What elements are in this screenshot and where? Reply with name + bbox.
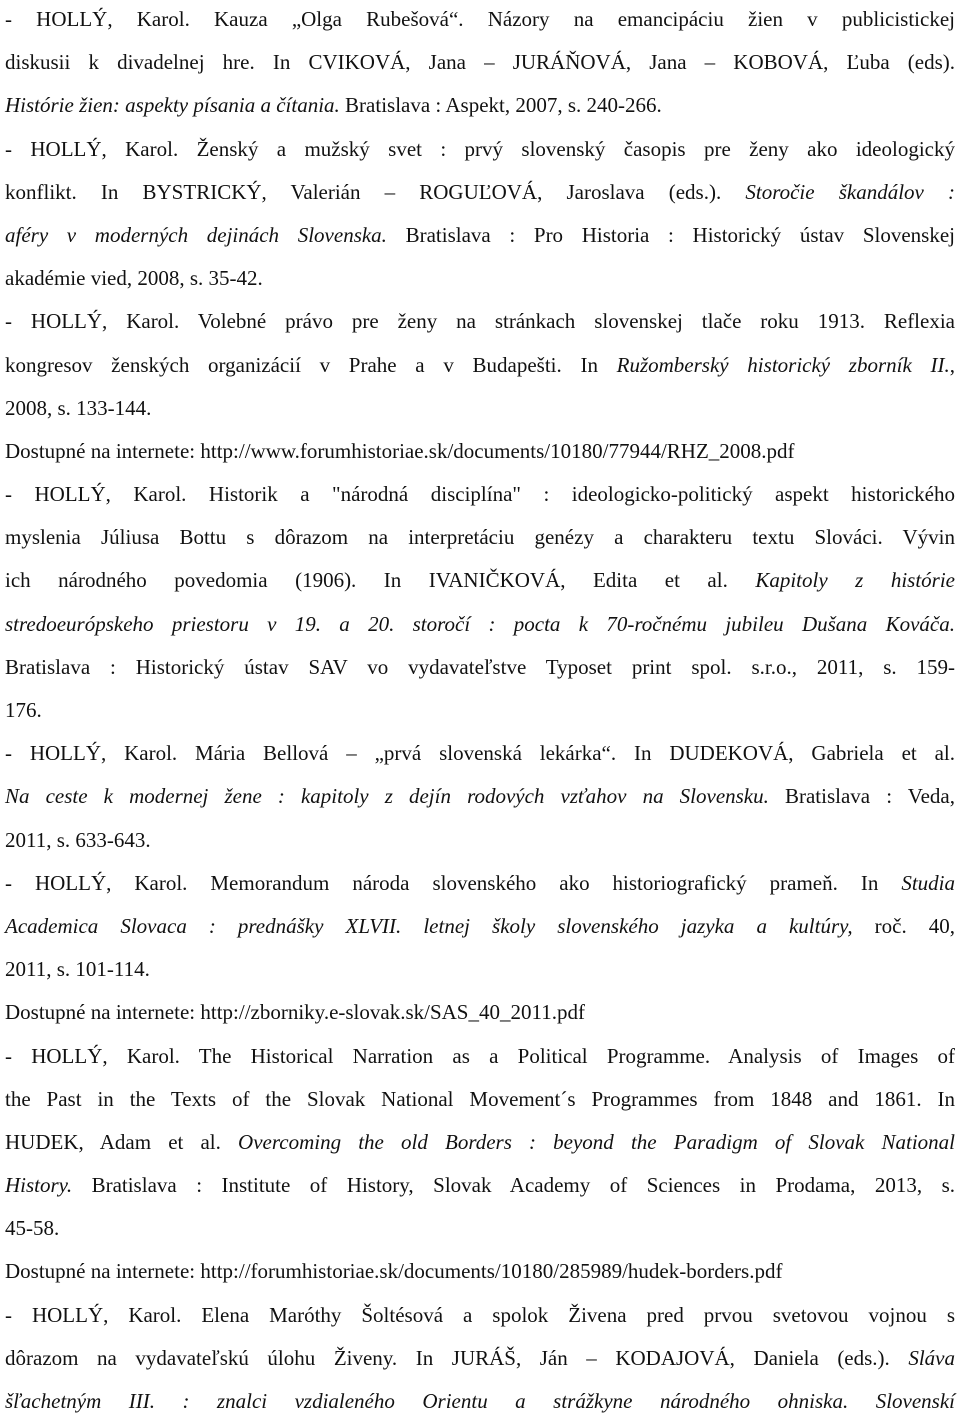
bibliography-line bbox=[5, 991, 955, 1034]
italic-title-text: Na ceste k modernej žene : kapitoly z dejín rodových vzťahov na Slovensku. bbox=[5, 784, 769, 809]
bibliography-line bbox=[5, 344, 955, 387]
bibliography-line bbox=[5, 1121, 955, 1164]
bibliography-line bbox=[5, 300, 955, 343]
citation-text: akadémie vied, 2008, s. 35-42. bbox=[5, 266, 263, 291]
bibliography-line bbox=[5, 819, 955, 862]
citation-text: Dostupné na internete: http://zborniky.e-slovak.sk/SAS_40_2011.pdf bbox=[5, 1000, 585, 1025]
italic-title-text: šľachetným III. : znalci vzdialeného Orientu a strážkyne národného ohniska. Slovenskí bbox=[5, 1389, 955, 1413]
citation-text: - HOLLÝ, Karol. Volebné právo pre ženy na stránkach slovenskej tlače roku 1913. Reflexia bbox=[5, 309, 955, 334]
citation-text: 2011, s. 633-643. bbox=[5, 827, 151, 852]
italic-title-text: Kapitoly z histórie bbox=[755, 568, 955, 593]
italic-title-text: History. bbox=[5, 1173, 73, 1198]
citation-text: 2008, s. 133-144. bbox=[5, 395, 152, 420]
bibliography-line bbox=[5, 1380, 955, 1423]
bibliography-page bbox=[5, 0, 955, 1423]
citation-text: 176. bbox=[5, 698, 42, 722]
citation-text: roč. 40, bbox=[852, 913, 955, 938]
bibliography-line bbox=[5, 257, 955, 300]
bibliography-line bbox=[5, 646, 955, 689]
bibliography-line bbox=[5, 689, 955, 732]
bibliography-line bbox=[5, 0, 955, 41]
italic-title-text: Histórie žien: aspekty písania a čítania. bbox=[5, 93, 340, 118]
citation-text: - HOLLÝ, Karol. Elena Maróthy Šoltésová a spolok Živena pred prvou svetovou vojnou s bbox=[5, 1302, 955, 1327]
italic-title-text: stredoeurópskeho priestoru v 19. a 20. storočí : pocta k 70-ročnému jubileu Dušana Kováča. bbox=[5, 611, 955, 636]
citation-text: - HOLLÝ, Karol. The Historical Narration as a Political Programme. Analysis of Images of bbox=[5, 1043, 955, 1068]
citation-text: Bratislava : Pro Historia : Historický ústav Slovenskej bbox=[386, 222, 955, 247]
bibliography-line bbox=[5, 430, 955, 473]
italic-title-text: Sláva bbox=[908, 1345, 955, 1370]
italic-title-text: aféry v moderných dejinách Slovenska. bbox=[5, 222, 387, 247]
italic-title-text: Ružomberský historický zborník II. bbox=[616, 352, 950, 377]
citation-text: HUDEK, Adam et al. bbox=[5, 1129, 239, 1154]
bibliography-line bbox=[5, 775, 955, 818]
citation-text: myslenia Júliusa Bottu s dôrazom na interpretáciu genézy a charakteru textu Slováci. Vývin bbox=[5, 525, 955, 550]
citation-text: Bratislava : Aspekt, 2007, s. 240-266. bbox=[339, 93, 662, 118]
citation-text: konflikt. In BYSTRICKÝ, Valerián – ROGUĽOVÁ, Jaroslava (eds.). bbox=[5, 179, 746, 204]
citation-text: - HOLLÝ, Karol. Kauza „Olga Rubešová“. Názory na emancipáciu žien v publicistickej bbox=[5, 7, 955, 31]
bibliography-line bbox=[5, 84, 955, 127]
bibliography-line bbox=[5, 1035, 955, 1078]
bibliography-line bbox=[5, 948, 955, 991]
citation-text: Bratislava : Institute of History, Slovak Academy of Sciences in Prodama, 2013, s. bbox=[72, 1173, 955, 1198]
citation-text: ich národného povedomia (1906). In IVANIČKOVÁ, Edita et al. bbox=[5, 568, 756, 593]
citation-text: Dostupné na internete: http://forumhistoriae.sk/documents/10180/285989/hudek-borders.pdf bbox=[5, 1259, 783, 1284]
italic-title-text: Storočie škandálov : bbox=[745, 179, 955, 204]
citation-text: - HOLLÝ, Karol. Memorandum národa slovenského ako historiografický prameň. In bbox=[5, 870, 902, 895]
citation-text: dôrazom na vydavateľskú úlohu Živeny. In JURÁŠ, Ján – KODAJOVÁ, Daniela (eds.). bbox=[5, 1345, 909, 1370]
italic-title-text: Overcoming the old Borders : beyond the Paradigm of Slovak National bbox=[238, 1129, 955, 1154]
citation-text: Bratislava : Historický ústav SAV vo vydavateľstve Typoset print spol. s.r.o., 2011, s. 159- bbox=[5, 654, 955, 679]
bibliography-line bbox=[5, 387, 955, 430]
citation-text: kongresov ženských organizácií v Prahe a v Budapešti. In bbox=[5, 352, 617, 377]
bibliography-line bbox=[5, 905, 955, 948]
bibliography-line bbox=[5, 559, 955, 602]
bibliography-line bbox=[5, 1294, 955, 1337]
citation-text: 2011, s. 101-114. bbox=[5, 957, 150, 982]
citation-text: the Past in the Texts of the Slovak National Movement´s Programmes from 1848 and 1861. In bbox=[5, 1086, 955, 1111]
citation-text: diskusii k divadelnej hre. In CVIKOVÁ, Jana – JURÁŇOVÁ, Jana – KOBOVÁ, Ľuba (eds). bbox=[5, 50, 955, 75]
bibliography-line bbox=[5, 214, 955, 257]
bibliography-line bbox=[5, 1164, 955, 1207]
citation-text: Bratislava : Veda, bbox=[768, 784, 955, 809]
bibliography-line bbox=[5, 1078, 955, 1121]
citation-text: - HOLLÝ, Karol. Mária Bellová – „prvá slovenská lekárka“. In DUDEKOVÁ, Gabriela et al. bbox=[5, 741, 955, 766]
bibliography-line bbox=[5, 473, 955, 516]
bibliography-line bbox=[5, 516, 955, 559]
bibliography-line bbox=[5, 1337, 955, 1380]
bibliography-line bbox=[5, 732, 955, 775]
bibliography-line bbox=[5, 128, 955, 171]
italic-title-text: Studia bbox=[901, 870, 955, 895]
bibliography-line bbox=[5, 41, 955, 84]
bibliography-line bbox=[5, 862, 955, 905]
bibliography-line bbox=[5, 603, 955, 646]
bibliography-line bbox=[5, 1207, 955, 1250]
bibliography-line bbox=[5, 1250, 955, 1293]
citation-text: Dostupné na internete: http://www.forumhistoriae.sk/documents/10180/77944/RHZ_2008.pdf bbox=[5, 438, 795, 463]
bibliography-line bbox=[5, 171, 955, 214]
citation-text: - HOLLÝ, Karol. Historik a "národná disciplína" : ideologicko-politický aspekt historického bbox=[5, 482, 955, 507]
citation-text: 45-58. bbox=[5, 1216, 60, 1241]
citation-text: - HOLLÝ, Karol. Ženský a mužský svet : prvý slovenský časopis pre ženy ako ideologický bbox=[5, 136, 955, 161]
italic-title-text: Academica Slovaca : prednášky XLVII. letnej školy slovenského jazyka a kultúry, bbox=[5, 913, 853, 938]
citation-text: , bbox=[949, 352, 955, 377]
